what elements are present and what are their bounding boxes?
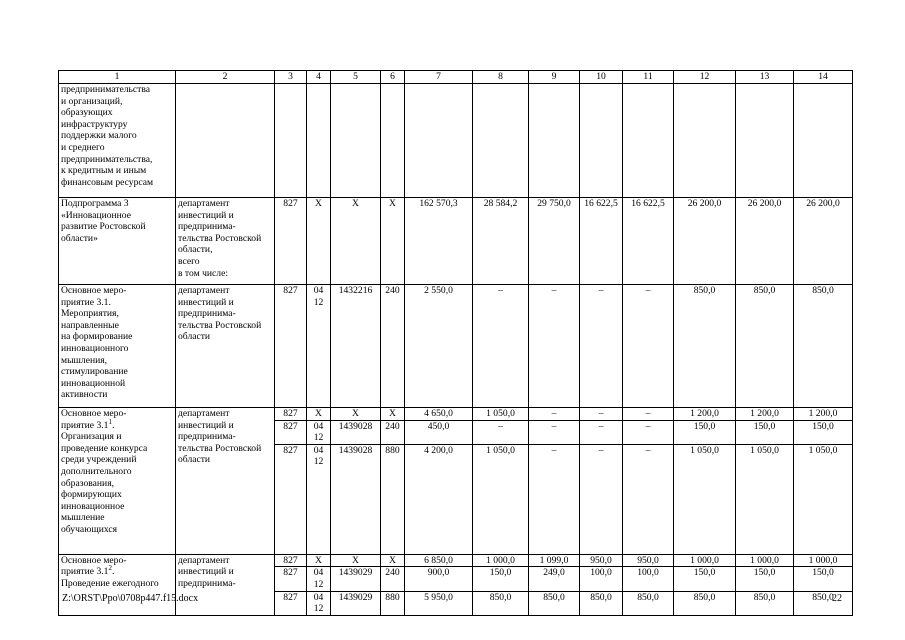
value-cell: – [529,420,580,444]
value-cell: X [381,554,405,567]
value-cell: 28 584,2 [473,198,529,285]
activity-name-text: . Организация и проведение конкурса среди учреждений дополнительного образования, формирующих инновационное мышление обучающихся [61,419,148,535]
value-cell: 827 [275,567,307,591]
activity-name-cell: Основное меро- приятие 3.1. Мероприятия, направленные на формирование инновационного мышления, стимулирование инновационной активности [59,285,176,408]
value-cell: 850,0 [736,285,794,408]
executor-cell: департамент инвестиций и предпринима- тельства Ростовской области [176,408,275,555]
value-cell: – [580,408,623,421]
header-cell: 8 [473,71,529,84]
table-row [59,84,853,198]
header-cell: 2 [176,71,275,84]
value-cell [623,84,674,198]
header-cell: 6 [381,71,405,84]
value-cell [529,84,580,198]
header-cell: 9 [529,71,580,84]
value-cell: – [580,444,623,554]
value-cell [674,84,736,198]
value-cell: 4 200,0 [405,444,473,554]
activity-name-text: Основное меро- приятие 3.1 [61,408,127,431]
value-cell: 900,0 [405,567,473,591]
value-cell: 04 12 [307,420,331,444]
value-cell: – [529,285,580,408]
value-cell: 4 650,0 [405,408,473,421]
value-cell: 240 [381,567,405,591]
value-cell: – [529,444,580,554]
value-cell: – [529,408,580,421]
table-row [59,198,853,285]
value-cell: 26 200,0 [674,198,736,285]
value-cell: 04 12 [307,285,331,408]
header-cell: 1 [59,71,176,84]
header-cell: 4 [307,71,331,84]
value-cell: 880 [381,444,405,554]
value-cell: – [623,420,674,444]
value-cell: 5 950,0 [405,591,473,615]
activity-name-cell: Подпрограмма 3 «Инновационное развитие Ростовской области» [59,198,176,285]
value-cell: 827 [275,444,307,554]
value-cell [381,84,405,198]
value-cell: – [473,420,529,444]
value-cell: 450,0 [405,420,473,444]
value-cell [331,84,381,198]
value-cell: 1439029 [331,567,381,591]
footnote-marker: 2 [108,564,112,573]
value-cell: 1 050,0 [473,444,529,554]
value-cell: 16 622,5 [580,198,623,285]
value-cell: 1 050,0 [794,444,853,554]
value-cell: – [623,444,674,554]
value-cell: – [473,285,529,408]
value-cell: 1 050,0 [736,444,794,554]
value-cell: X [331,198,381,285]
value-cell: 827 [275,420,307,444]
executor-cell [176,84,275,198]
table-header-row [59,71,853,84]
value-cell: 26 200,0 [794,198,853,285]
value-cell: 240 [381,285,405,408]
value-cell: 150,0 [674,420,736,444]
executor-cell: департамент инвестиций и предпринима- тельства Ростовской области [176,285,275,408]
value-cell: – [623,408,674,421]
table-row [59,554,853,567]
value-cell: – [580,285,623,408]
value-cell: 150,0 [674,567,736,591]
value-cell: 1 050,0 [674,444,736,554]
value-cell: 827 [275,408,307,421]
value-cell [405,84,473,198]
value-cell: X [307,198,331,285]
value-cell [473,84,529,198]
header-cell: 3 [275,71,307,84]
value-cell: 850,0 [580,591,623,615]
header-cell: 12 [674,71,736,84]
header-cell: 13 [736,71,794,84]
value-cell: 1 200,0 [794,408,853,421]
value-cell: 880 [381,591,405,615]
value-cell: X [381,408,405,421]
value-cell: 827 [275,285,307,408]
executor-cell: департамент инвестиций и предпринима- тельства Ростовской области, всего в том числе: [176,198,275,285]
value-cell [580,84,623,198]
value-cell: X [307,408,331,421]
value-cell: 850,0 [473,591,529,615]
budget-table [58,70,853,616]
activity-name-cell [59,408,176,555]
value-cell: 1 000,0 [794,554,853,567]
header-cell: 11 [623,71,674,84]
value-cell: 2 550,0 [405,285,473,408]
value-cell: 1439029 [331,591,381,615]
value-cell: 04 12 [307,444,331,554]
value-cell: 850,0 [623,591,674,615]
value-cell: X [381,198,405,285]
value-cell: 827 [275,198,307,285]
value-cell: 850,0 [674,591,736,615]
header-cell: 10 [580,71,623,84]
value-cell: 1 050,0 [473,408,529,421]
value-cell: 100,0 [580,567,623,591]
header-cell: 7 [405,71,473,84]
value-cell: 827 [275,554,307,567]
value-cell: 150,0 [473,567,529,591]
value-cell: 16 622,5 [623,198,674,285]
value-cell: 1439028 [331,444,381,554]
value-cell: 850,0 [674,285,736,408]
table-row [59,408,853,421]
value-cell: 150,0 [736,567,794,591]
value-cell: X [331,408,381,421]
value-cell: 950,0 [623,554,674,567]
value-cell [736,84,794,198]
value-cell: 249,0 [529,567,580,591]
value-cell: 100,0 [623,567,674,591]
value-cell: 150,0 [794,420,853,444]
value-cell: 1432216 [331,285,381,408]
value-cell: 1439028 [331,420,381,444]
value-cell: 04 12 [307,591,331,615]
value-cell: 850,0 [794,285,853,408]
value-cell: 1 000,0 [473,554,529,567]
value-cell: 04 12 [307,567,331,591]
value-cell: 26 200,0 [736,198,794,285]
value-cell [794,84,853,198]
file-path-footer: Z:\ORST\Ppo\0708p447.f15.docx [62,593,199,604]
value-cell: 950,0 [580,554,623,567]
value-cell [275,84,307,198]
value-cell: 850,0 [529,591,580,615]
table-row [59,285,853,408]
value-cell: 850,0 [736,591,794,615]
value-cell: X [307,554,331,567]
activity-name-cell: предпринимательства и организаций, образующих инфраструктуру поддержки малого и среднего предпринимательства, к кредитным и иным финансовым ресурсам [59,84,176,198]
value-cell [307,84,331,198]
value-cell: – [580,420,623,444]
value-cell: 6 850,0 [405,554,473,567]
header-cell: 5 [331,71,381,84]
value-cell: 240 [381,420,405,444]
value-cell: 29 750,0 [529,198,580,285]
header-cell: 14 [794,71,853,84]
page-number: 22 [832,593,842,604]
executor-cell: департамент инвестиций и предпринима- [176,554,275,615]
activity-name-cell [59,554,176,615]
value-cell: – [623,285,674,408]
value-cell: X [331,554,381,567]
value-cell: 850,0 [794,591,853,615]
activity-name-text: Основное меро- приятие 3.1 [61,554,127,578]
value-cell: 1 000,0 [736,554,794,567]
activity-name-text: . Проведение ежегодного [61,566,159,589]
value-cell: 1 000,0 [674,554,736,567]
value-cell: 150,0 [794,567,853,591]
footnote-marker: 1 [108,417,112,426]
value-cell: 827 [275,591,307,615]
value-cell: 1 200,0 [674,408,736,421]
value-cell: 162 570,3 [405,198,473,285]
value-cell: 150,0 [736,420,794,444]
value-cell: 1 099,0 [529,554,580,567]
value-cell: 1 200,0 [736,408,794,421]
